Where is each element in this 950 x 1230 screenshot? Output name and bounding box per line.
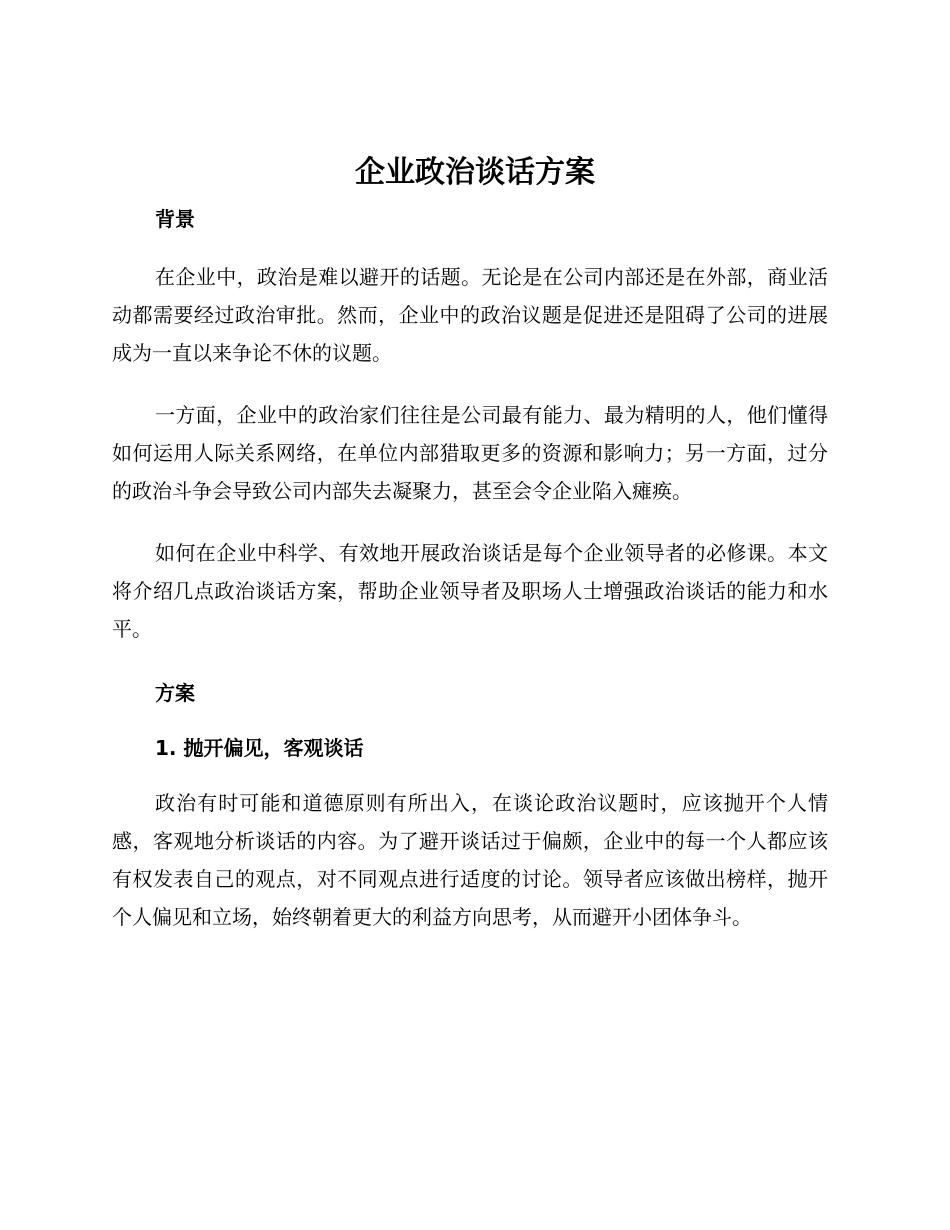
section-heading-plan: 方案: [155, 681, 195, 705]
paragraph: 政治有时可能和道德原则有所出入，在谈论政治议题时，应该抛开个人情感，客观地分析谈话的内容。为了避开谈话过于偏颇，企业中的每一个人都应该有权发表自己的观点，对不同观点进行适度的讨论。领导者应该做出榜样，抛开个人偏见和立场，始终朝着更大的利益方向思考，从而避开小团体争斗。: [112, 791, 828, 929]
paragraph: 如何在企业中科学、有效地开展政治谈话是每个企业领导者的必修课。本文将介绍几点政治谈话方案，帮助企业领导者及职场人士增强政治谈话的能力和水平。: [112, 541, 828, 641]
paragraph: 在企业中，政治是难以避开的话题。无论是在公司内部还是在外部，商业活动都需要经过政治审批。然而，企业中的政治议题是促进还是阻碍了公司的进展成为一直以来争论不休的议题。: [112, 265, 828, 365]
paragraph: 一方面，企业中的政治家们往往是公司最有能力、最为精明的人，他们懂得如何运用人际关系网络，在单位内部猎取更多的资源和影响力；另一方面，过分的政治斗争会导致公司内部失去凝聚力，甚至会令企业陷入瘫痪。: [112, 403, 828, 503]
section-heading-background: 背景: [155, 207, 195, 231]
document-title: 企业政治谈话方案: [355, 155, 595, 190]
subsection-heading: 1. 抛开偏见，客观谈话: [155, 736, 364, 760]
